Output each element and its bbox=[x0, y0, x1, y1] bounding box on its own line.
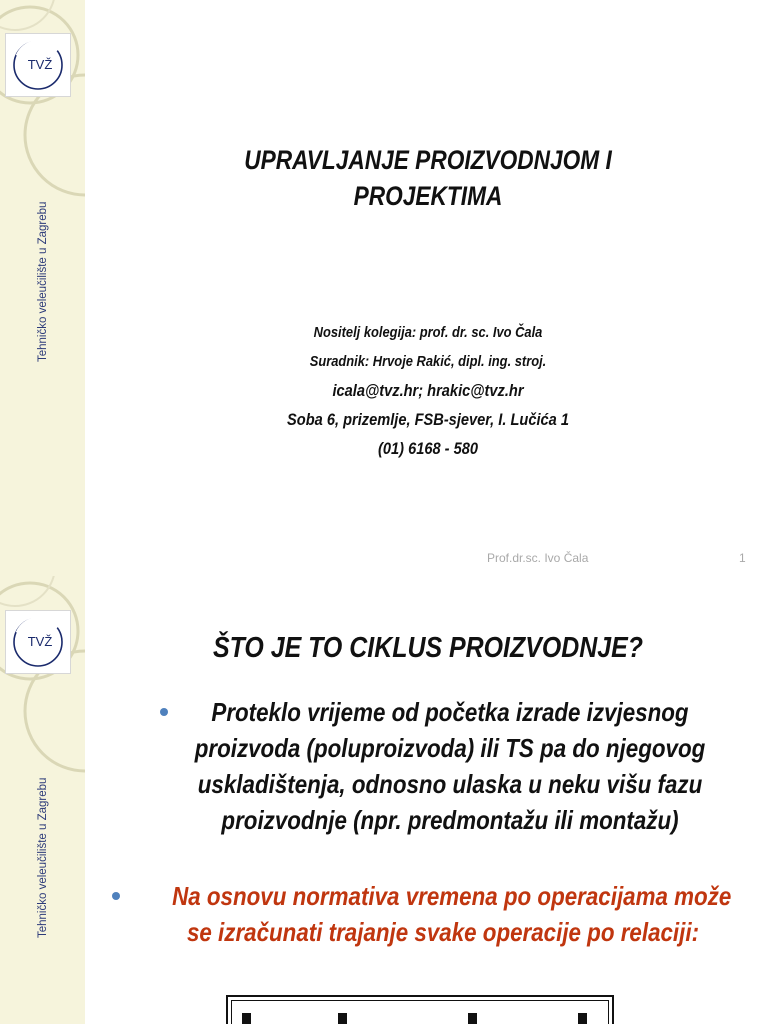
slide-2 bbox=[0, 576, 768, 1024]
bullet-line: uskladištenja, odnosno ulaska u neku višu fazu bbox=[197, 769, 703, 799]
course-associate: Suradnik: Hrvoje Rakić, dipl. ing. stroj. bbox=[309, 353, 547, 370]
course-title-line-1: UPRAVLJANJE PROIZVODNJOM I bbox=[244, 145, 612, 175]
institution-vertical-label: Tehničko veleučilište u Zagrebu bbox=[37, 201, 49, 362]
formula-box-inner bbox=[231, 1000, 609, 1024]
course-holder: Nositelj kolegija: prof. dr. sc. Ivo Čala bbox=[313, 324, 543, 341]
formula-box bbox=[226, 995, 614, 1024]
svg-text:TVŽ: TVŽ bbox=[27, 57, 53, 72]
bullet-line: Na osnovu normativa vremena po operacijama može bbox=[172, 881, 732, 911]
bullet-line: proizvodnje (npr. predmontažu ili montažu) bbox=[221, 805, 679, 835]
tvz-logo bbox=[5, 33, 71, 97]
formula-glyph bbox=[242, 1013, 251, 1024]
formula-glyph bbox=[468, 1013, 477, 1024]
bullet-line: se izračunati trajanje svake operacije po relaciji: bbox=[186, 917, 700, 947]
office-location: Soba 6, prizemlje, FSB-sjever, I. Lučića 1 bbox=[287, 410, 569, 429]
slide-footer: Prof.dr.sc. Ivo Čala bbox=[487, 551, 589, 565]
institution-vertical-label: Tehničko veleučilište u Zagrebu bbox=[37, 777, 49, 938]
course-title-line-2: PROJEKTIMA bbox=[353, 181, 503, 211]
bullet-normative bbox=[128, 878, 758, 950]
bullet-line: Proteklo vrijeme od početka izrade izvjesnog bbox=[211, 697, 689, 727]
course-title bbox=[169, 142, 686, 214]
bullet-cycle-definition bbox=[150, 694, 750, 838]
phone-number: (01) 6168 - 580 bbox=[378, 439, 478, 458]
side-band bbox=[0, 576, 85, 1024]
formula-glyph bbox=[338, 1013, 347, 1024]
bullet-dot bbox=[112, 892, 120, 900]
svg-text:TVŽ: TVŽ bbox=[27, 634, 53, 649]
slide-number: 1 bbox=[739, 551, 746, 565]
contact-emails: icala@tvz.hr; hrakic@tvz.hr bbox=[332, 381, 524, 400]
slide-title: ŠTO JE TO CIKLUS PROIZVODNJE? bbox=[212, 632, 644, 664]
formula-glyph bbox=[578, 1013, 587, 1024]
tvz-logo bbox=[5, 610, 71, 674]
bullet-line: proizvoda (poluproizvoda) ili TS pa do njegovog bbox=[194, 733, 706, 763]
side-band bbox=[0, 0, 85, 576]
